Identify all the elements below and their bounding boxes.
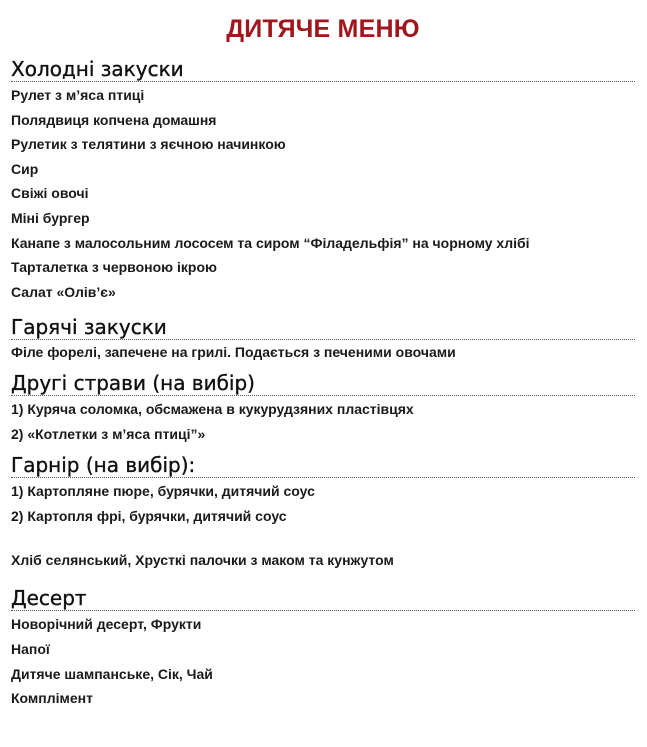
menu-item: Напої: [11, 640, 50, 657]
item-list: [11, 340, 635, 365]
menu-item: Тарталетка з червоною ікрою: [11, 259, 217, 276]
section-main-dishes: [11, 372, 635, 446]
menu-item: 1) Куряча соломка, обсмажена в кукурудзяних пластівцях: [11, 400, 414, 417]
menu-item: Канапе з малосольним лососем та сиром “Філадельфія” на чорному хлібі: [11, 234, 530, 251]
item-list: [11, 612, 635, 710]
section-heading: Холодні закуски: [11, 58, 635, 82]
menu-item: Новорічний десерт, Фрукти: [11, 616, 202, 633]
section-hot-appetizers: [11, 316, 635, 365]
bread-line: Хліб селянський, Хрусткі палочки з маком та кунжутом: [11, 552, 394, 569]
section-heading: Гарячі закуски: [11, 316, 635, 340]
item-list: [11, 397, 635, 446]
menu-item: 2) Картопля фрі, бурячки, дитячий соус: [11, 507, 287, 524]
menu-item: Філе форелі, запечене на грилі. Подається з печеними овочами: [11, 344, 456, 361]
menu-item: Дитяче шампанське, Сік, Чай: [11, 665, 213, 682]
section-side-dishes: [11, 454, 635, 528]
menu-item: Комплімент: [11, 690, 93, 707]
menu-item: Салат «Олів’є»: [11, 283, 116, 300]
section-heading: Десерт: [11, 587, 635, 611]
section-dessert: [11, 587, 635, 710]
item-list: [11, 479, 635, 528]
menu-item: Рулетик з телятини з яєчною начинкою: [11, 136, 286, 153]
section-cold-appetizers: [11, 58, 635, 304]
menu-item: 1) Картопляне пюре, бурячки, дитячий соус: [11, 483, 315, 500]
item-list: [11, 83, 635, 304]
menu-title: ДИТЯЧЕ МЕНЮ: [226, 15, 420, 43]
section-heading: Другі страви (на вибір): [11, 372, 635, 396]
menu-item: Рулет з м’яса птиці: [11, 87, 145, 103]
menu-page: [11, 14, 635, 711]
menu-item: Полядвиця копчена домашня: [11, 111, 217, 128]
menu-item: Міні бургер: [11, 209, 90, 226]
menu-item: 2) «Котлетки з м’яса птиці”»: [11, 425, 206, 442]
section-heading: Гарнір (на вибір):: [11, 454, 635, 478]
menu-item: Сир: [11, 160, 39, 177]
menu-item: Свіжі овочі: [11, 185, 89, 202]
